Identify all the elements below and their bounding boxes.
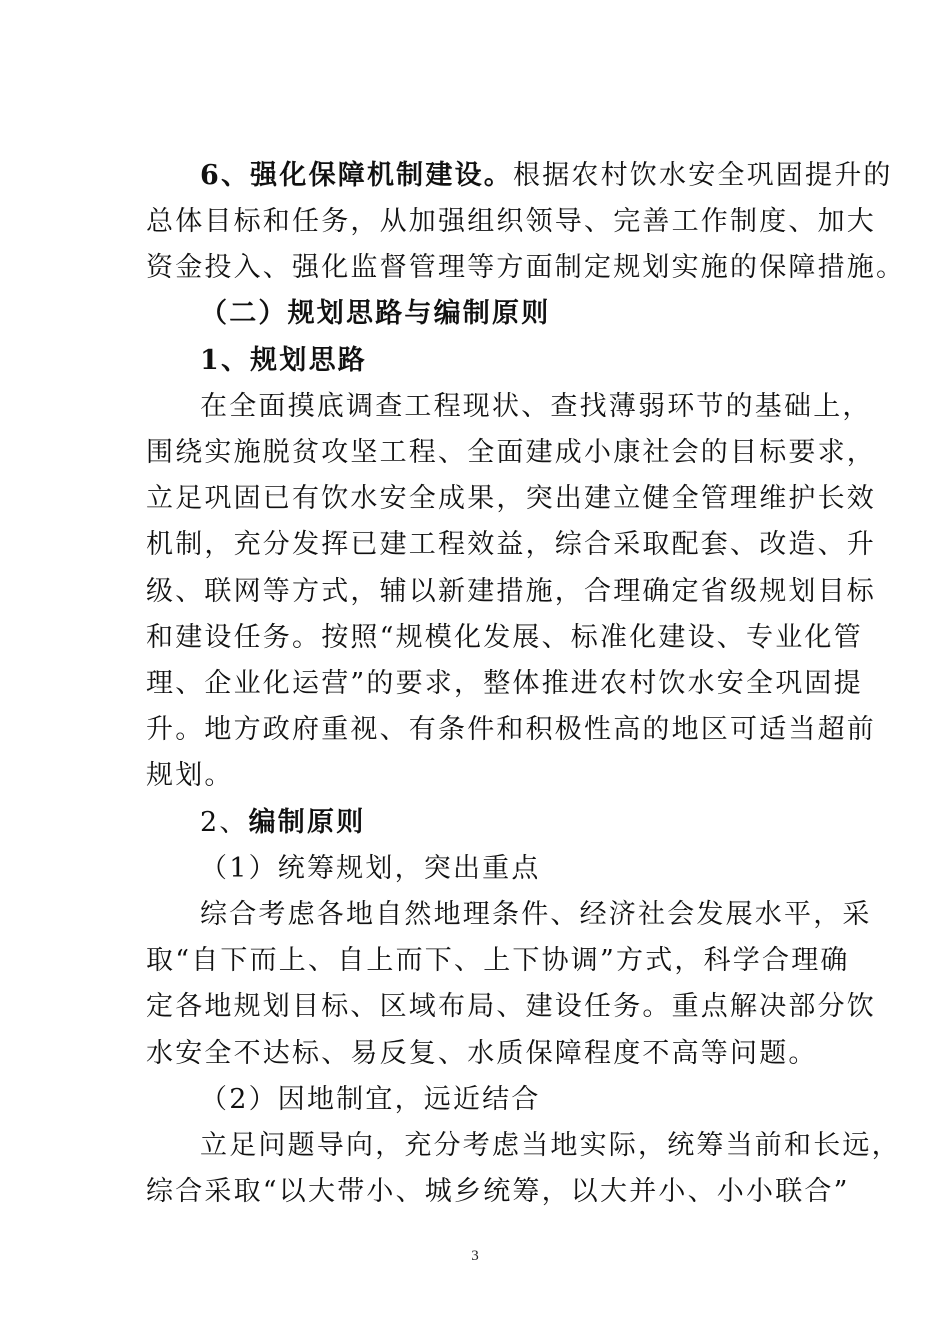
subsection-number-2: 2、 [200,807,249,838]
sub1-line-6: 和建设任务。按照“规模化发展、标准化建设、专业化管 [146,622,863,653]
subsection-title-2-text: 编制原则 [248,807,366,838]
principle-1-line-4: 水安全不达标、易反复、水质保障程度不高等问题。 [146,1038,818,1069]
principle-2-title: （2）因地制宜，远近结合 [200,1084,541,1115]
section6-line-1-text: 根据农村饮水安全巩固提升的 [513,160,893,191]
sub1-line-5: 级、联网等方式，辅以新建措施，合理确定省级规划目标 [146,576,876,607]
page-number: 3 [471,1248,479,1264]
section6-line-1 [200,158,893,194]
sub1-line-2: 围绕实施脱贫攻坚工程、全面建成小康社会的目标要求， [146,437,876,468]
sub1-line-7: 理、企业化运营”的要求，整体推进农村饮水安全巩固提 [146,668,863,699]
principle-2-line-2: 综合采取“以大带小、城乡统筹，以大并小、小小联合” [146,1176,850,1207]
section6-line-2: 总体目标和任务，从加强组织领导、完善工作制度、加大 [146,206,876,237]
sub1-line-8: 升。地方政府重视、有条件和积极性高的地区可适当超前 [146,714,876,745]
section6-lead: 6、强化保障机制建设。 [200,160,513,191]
sub1-line-4: 机制，充分发挥已建工程效益，综合采取配套、改造、升 [146,529,876,560]
principle-1-title: （1）统筹规划，突出重点 [200,853,541,884]
section-heading-2: （二）规划思路与编制原则 [200,298,551,329]
sub1-line-9: 规划。 [146,760,234,791]
principle-1-line-2: 取“自下而上、自上而下、上下协调”方式，科学合理确 [146,945,850,976]
principle-1-line-3: 定各地规划目标、区域布局、建设任务。重点解决部分饮 [146,991,876,1022]
subsection-title-1: 1、规划思路 [200,345,367,376]
sub1-line-3: 立足巩固已有饮水安全成果，突出建立健全管理维护长效 [146,483,876,514]
principle-1-line-1: 综合考虑各地自然地理条件、经济社会发展水平，采 [200,899,872,930]
subsection-title-2 [200,805,365,841]
sub1-line-1: 在全面摸底调查工程现状、查找薄弱环节的基础上， [200,391,872,422]
principle-2-line-1: 立足问题导向，充分考虑当地实际，统筹当前和长远， [200,1130,901,1161]
section6-line-3: 资金投入、强化监督管理等方面制定规划实施的保障措施。 [146,252,906,283]
